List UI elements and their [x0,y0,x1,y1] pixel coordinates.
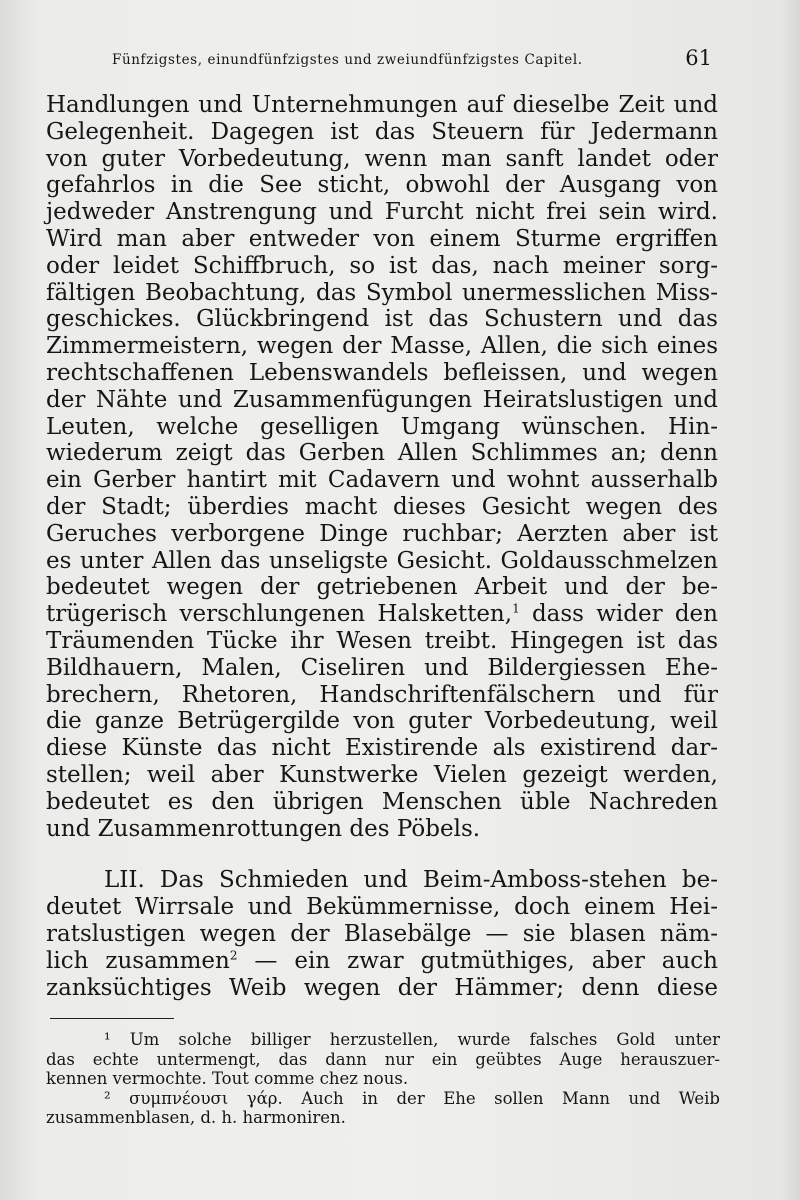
text-segment: trügerisch verschlungenen Halsketten, [46,601,513,628]
text-line: gefahrlos in die See sticht, obwohl der Ausgang von [46,172,718,199]
text-line: rechtschaffenen Lebenswandels befleissen, und wegen [46,359,718,386]
footnote-1-line: das echte untermengt, das dann nur ein geübtes Auge herauszuer- [46,1049,720,1069]
page-header [112,46,712,74]
text-line: es unter Allen das unseligste Gesicht. Goldausschmelzen [46,547,718,574]
text-line: Handlungen und Unternehmungen auf dieselbe Zeit und [46,92,718,118]
text-line-with-footnote [46,948,718,975]
footnote-2-line: zusammenblasen, d. h. harmoniren. [46,1108,346,1128]
text-line: der Stadt; überdies macht dieses Gesicht wegen des [46,493,718,520]
text-line: Leuten, welche geselligen Umgang wünschen. Hin- [46,413,718,440]
text-line: die ganze Betrügergilde von guter Vorbedeutung, weil [46,708,718,735]
text-line: und Zusammenrottungen des Pöbels. [46,815,481,842]
text-segment: lich zusammen [46,947,230,974]
text-line: deutet Wirrsale und Bekümmernisse, doch einem Hei- [46,894,718,921]
running-head: Fünfzigstes, einundfünfzigstes und zweiundfünfzigstes Capitel. [112,52,583,68]
text-line: brechern, Rhetoren, Handschriftenfälschern und für [46,681,718,708]
footnotes [46,1030,720,1128]
paragraph-gap [46,842,718,867]
text-line: Bildhauern, Malen, Ciseliren und Bildergiessen Ehe- [46,654,718,681]
text-line: bedeutet es den übrigen Menschen üble Nachreden [46,788,718,815]
text-line: Träumenden Tücke ihr Wesen treibt. Hingegen ist das [46,627,718,654]
text-line: stellen; weil aber Kunstwerke Vielen gezeigt werden, [46,761,718,788]
text-line: bedeutet wegen der getriebenen Arbeit und der be- [46,574,718,601]
text-line: geschickes. Glückbringend ist das Schustern und das [46,306,718,333]
text-line: Gelegenheit. Dagegen ist das Steuern für Jedermann [46,118,718,145]
text-line: diese Künste das nicht Existirende als existirend dar- [46,735,718,762]
text-line: Geruches verborgene Dinge ruchbar; Aerzten aber ist [46,520,718,547]
footnote-1-line: ¹ Um solche billiger herzustellen, wurde falsches Gold unter [104,1030,720,1049]
text-line-with-footnote [46,601,718,628]
text-segment: — ein zwar gutmüthiges, aber auch [237,947,718,974]
text-line: wiederum zeigt das Gerben Allen Schlimmes an; denn [46,440,718,467]
main-text [46,92,718,1001]
text-line: fältigen Beobachtung, das Symbol unermesslichen Miss- [46,279,718,306]
text-line: Zimmermeistern, wegen der Masse, Allen, die sich eines [46,333,718,360]
text-line: ein Gerber hantirt mit Cadavern und wohnt ausserhalb [46,467,718,494]
text-line: jedweder Anstrengung und Furcht nicht frei sein wird. [46,199,718,226]
footnote-1-line: kennen vermochte. Tout comme chez nous. [46,1069,409,1089]
footnote-rule [50,1018,174,1019]
section-start-line: LII. Das Schmieden und Beim-Amboss-stehen be- [104,867,718,894]
text-segment: dass wider den [519,601,718,628]
text-line: zanksüchtiges Weib wegen der Hämmer; denn diese [46,974,718,1001]
text-line: ratslustigen wegen der Blasebälge — sie blasen näm- [46,920,718,947]
text-line: von guter Vorbedeutung, wenn man sanft landet oder [46,145,718,172]
text-line: der Nähte und Zusammenfügungen Heiratslustigen und [46,386,718,413]
text-line: oder leidet Schiffbruch, so ist das, nach meiner sorg- [46,252,718,279]
footnote-2-line: ² συμπνέουσι γάρ. Auch in der Ehe sollen Mann und Weib [104,1088,720,1108]
page-number: 61 [685,46,712,70]
footnote-marker-1: 1 [512,601,520,616]
text-line: Wird man aber entweder von einem Sturme ergriffen [46,225,718,252]
footnote-marker-2: 2 [229,948,238,963]
